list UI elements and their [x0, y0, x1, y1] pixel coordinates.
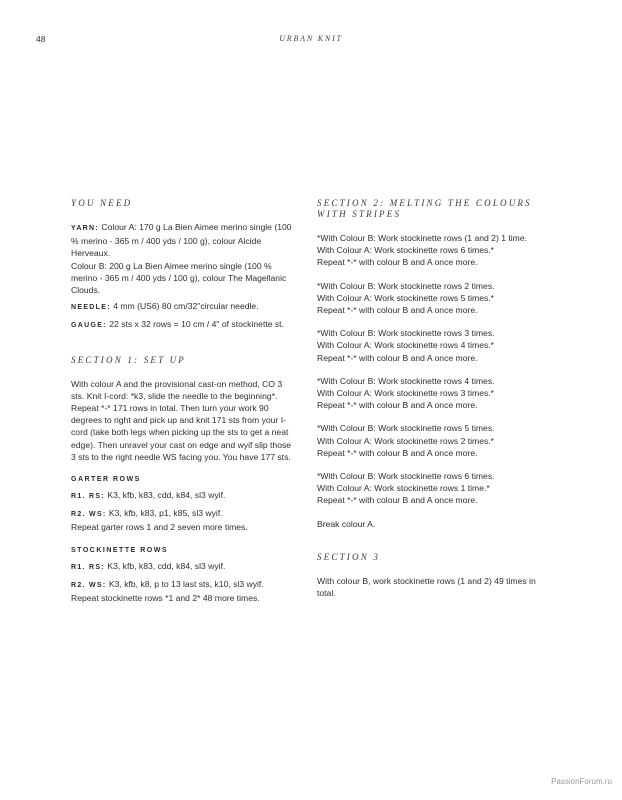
watermark: PassionForum.ru [551, 777, 612, 786]
section1-heading: SECTION 1: SET UP [71, 354, 186, 365]
stripe-line: *With Colour B: Work stockinette rows 5 times. [317, 423, 495, 434]
garter-repeat: Repeat garter rows 1 and 2 seven more times. [71, 522, 248, 533]
stockinette-rows-title: STOCKINETTE ROWS [71, 546, 168, 554]
stripe-line: Repeat *-* with colour B and A once more. [317, 400, 478, 411]
garter-row-1 [71, 489, 293, 503]
garter-rows-title: GARTER ROWS [71, 476, 141, 484]
stripe-line: With Colour A: Work stockinette rows 3 times.* [317, 388, 495, 399]
running-title: URBAN KNIT [279, 34, 343, 43]
yarn-label: YARN: [71, 225, 100, 232]
gauge-label: GAUGE: [71, 322, 107, 330]
section2-heading: SECTION 2: MELTING THE COLOURS WITH STRIPES [317, 198, 532, 219]
stockinette-r2-text: K3, kfb, k8, p to 13 last sts, k10, sl3 wyif. [106, 578, 264, 589]
stripe-line: With Colour A: Work stockinette rows 4 times.* [317, 340, 495, 351]
yarn-colour-a: Colour A: 170 g La Bien Aimee merino single (100 % merino - 365 m / 400 yds / 100 g), colour Alcide Herveaux. [71, 222, 292, 259]
section1-body: With colour A and the provisional cast-on method, CO 3 sts. Knit I-cord: *k3, slide the needle to the beginning*. Repeat *-* 171 rows in total. Then turn your work 90 degrees to right and pick up and knit 171 sts from your I-cord (take both legs when picking up the sts to get a neat edge). Then unravel your cast on edge and wyif slip those 3 sts to the right needle WS facing you. You have 177 sts. [71, 378, 292, 462]
gauge-text: 22 sts x 32 rows = 10 cm / 4" of stockinette st. [106, 319, 284, 330]
stripe-line: With Colour A: Work stockinette rows 1 time.* [317, 483, 490, 494]
stripe-block-6 [317, 470, 543, 507]
stockinette-r1-text: K3, kfb, k83, cdd, k84, sl3 wyif. [105, 560, 226, 571]
you-need-heading: YOU NEED [71, 198, 133, 208]
stockinette-row-2 [71, 578, 293, 592]
stripe-line: *With Colour B: Work stockinette rows (1 and 2) 1 time. [317, 233, 527, 243]
yarn-colour-b: Colour B: 200 g La Bien Aimee merino single (100 % merino - 365 m / 400 yds / 100 g), colour The Magellanic Clouds. [71, 260, 287, 296]
garter-r1-text: K3, kfb, k83, cdd, k84, sl3 wyif. [105, 490, 226, 501]
stripe-block-4 [317, 375, 543, 412]
stripe-line: With Colour A: Work stockinette rows 5 times.* [317, 292, 495, 303]
garter-r2-label: R2. WS: [71, 511, 107, 519]
needle-paragraph [71, 300, 293, 314]
stripe-line: *With Colour B: Work stockinette rows 3 times. [317, 328, 495, 339]
stripe-line: Repeat *-* with colour B and A once more. [317, 305, 478, 316]
stripe-line: *With Colour B: Work stockinette rows 4 times. [317, 375, 495, 386]
gauge-paragraph [71, 318, 293, 332]
section3-body: With colour B, work stockinette rows (1 and 2) 49 times in total. [317, 575, 536, 599]
stripe-block-1 [317, 232, 543, 269]
stripe-line: Repeat *-* with colour B and A once more. [317, 257, 478, 268]
garter-row-2 [71, 507, 293, 521]
stockinette-r1-label: R1. RS: [71, 563, 105, 571]
stripe-line: With Colour A: Work stockinette rows 2 times.* [317, 435, 495, 446]
stripe-line: Repeat *-* with colour B and A once more. [317, 352, 478, 363]
stripe-line: *With Colour B: Work stockinette rows 6 times. [317, 471, 495, 482]
stripe-block-5 [317, 422, 543, 459]
garter-r2-text: K3, kfb, k83, p1, k85, sl3 wyif. [106, 508, 223, 519]
stripe-line: *With Colour B: Work stockinette rows 2 times. [317, 280, 495, 291]
section3-heading: SECTION 3 [317, 551, 381, 562]
left-column [71, 198, 293, 604]
stripe-line: Repeat *-* with colour B and A once more. [317, 495, 478, 506]
stockinette-r2-label: R2. WS: [71, 581, 107, 589]
stripe-block-3 [317, 327, 543, 364]
break-colour-a: Break colour A. [317, 518, 376, 529]
right-column [317, 198, 543, 599]
stockinette-repeat: Repeat stockinette rows *1 and 2* 48 more times. [71, 593, 260, 604]
garter-r1-label: R1. RS: [71, 493, 105, 501]
stripe-line: With Colour A: Work stockinette rows 6 times.* [317, 245, 495, 256]
stockinette-row-1 [71, 560, 293, 574]
needle-label: NEEDLE: [71, 304, 111, 312]
needle-text: 4 mm (US6) 80 cm/32"circular needle. [110, 301, 259, 312]
stripe-line: Repeat *-* with colour B and A once more. [317, 447, 478, 458]
page-number: 48 [36, 34, 46, 44]
stripe-block-2 [317, 280, 543, 317]
yarn-paragraph [71, 221, 293, 296]
